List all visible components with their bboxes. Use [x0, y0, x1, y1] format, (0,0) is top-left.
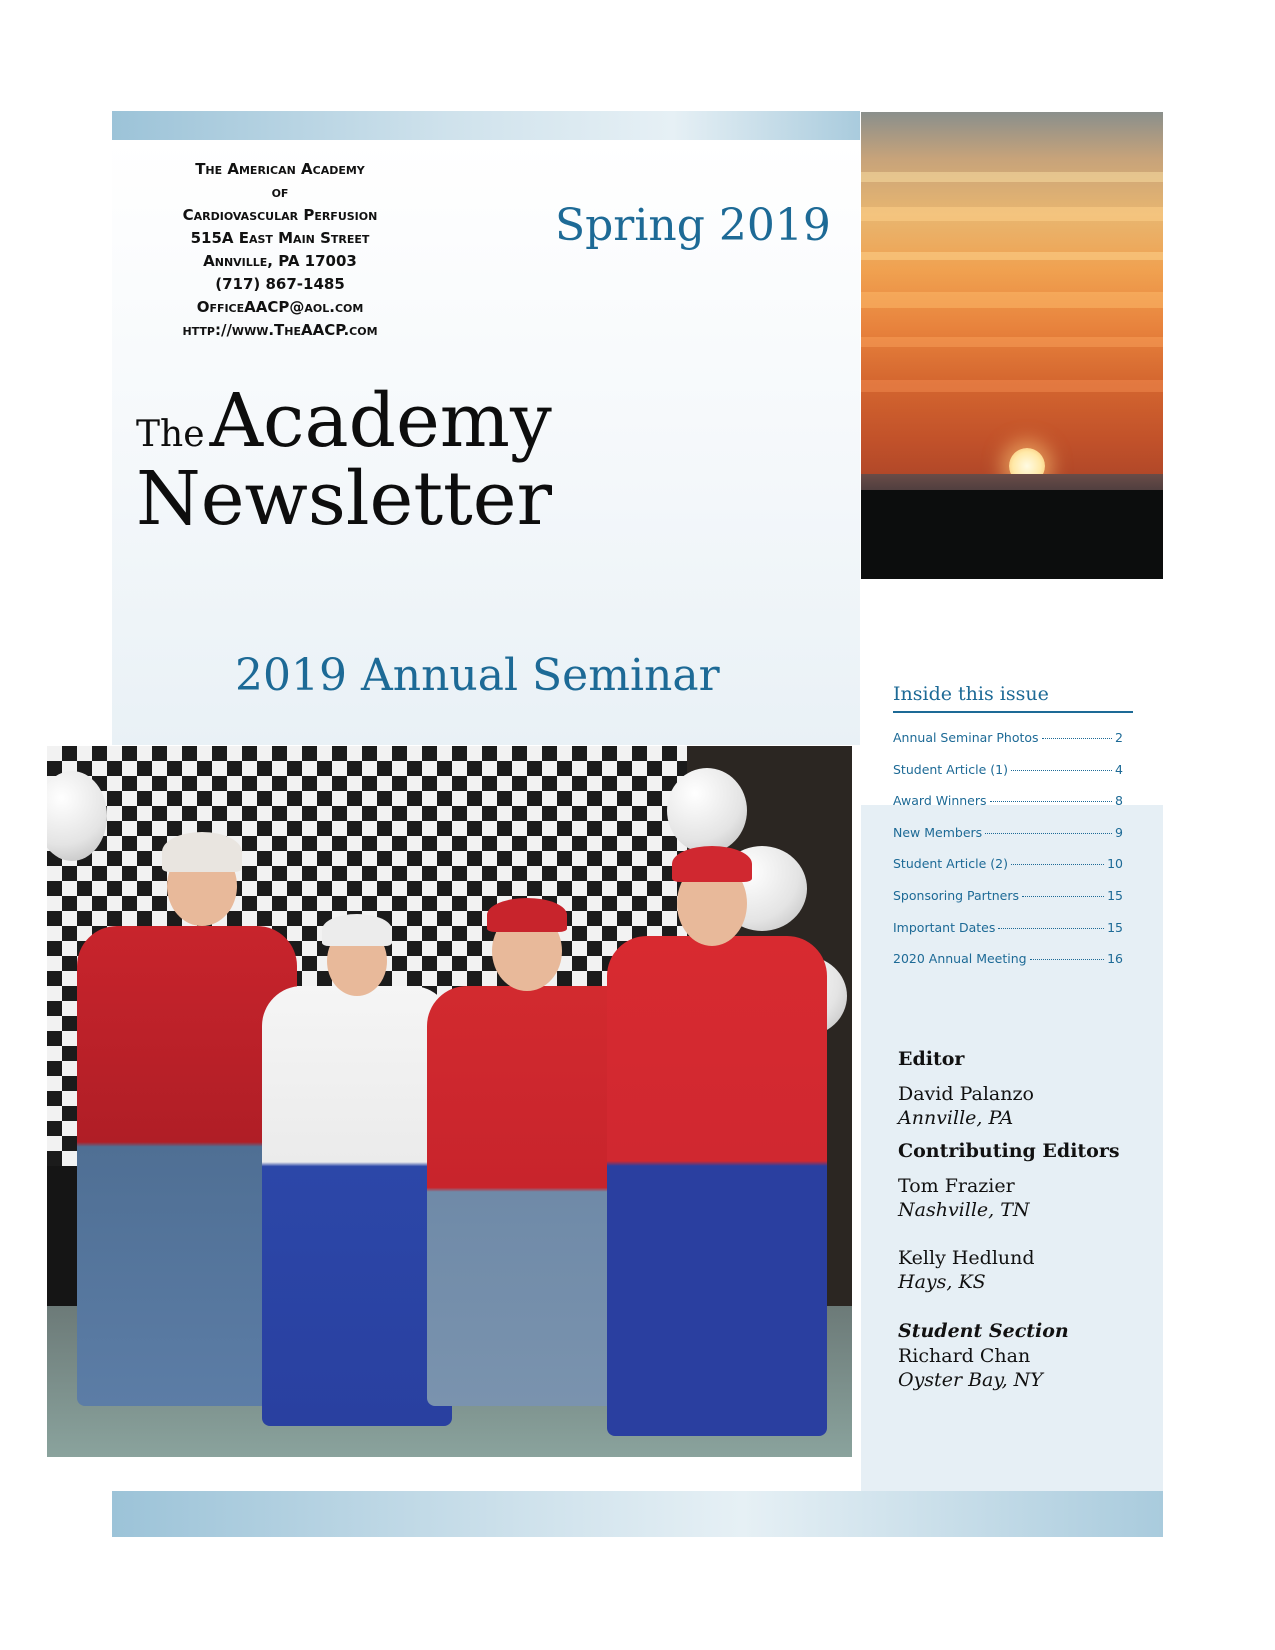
masthead-the: The	[136, 414, 205, 455]
balloon	[667, 768, 747, 853]
address-line-city: Annville, PA 17003	[203, 252, 357, 270]
contributor-name: Kelly Hedlund	[898, 1247, 1035, 1269]
toc-item[interactable]: Student Article (1) 4	[893, 761, 1123, 777]
toc-item[interactable]: Student Article (2) 10	[893, 856, 1123, 872]
toc-item[interactable]: 2020 Annual Meeting 16	[893, 951, 1123, 967]
address-line-street: 515A East Main Street	[190, 229, 370, 247]
person-star-suit	[607, 936, 827, 1436]
feature-heading: 2019 Annual Seminar	[235, 650, 720, 701]
masthead-academy: Academy	[209, 378, 552, 464]
toc-item[interactable]: New Members 9	[893, 824, 1123, 840]
address-line-org2: Cardiovascular Perfusion	[182, 206, 378, 224]
editor-location: Annville, PA	[898, 1107, 1014, 1129]
toc-item[interactable]: Award Winners 8	[893, 793, 1123, 809]
toc-item[interactable]: Sponsoring Partners 15	[893, 887, 1123, 903]
toc-title: Inside this issue	[893, 683, 1133, 713]
toc-item[interactable]: Annual Seminar Photos 2	[893, 730, 1123, 745]
newsletter-masthead	[136, 378, 552, 542]
address-line-email[interactable]: OfficeAACP@aol.com	[196, 298, 364, 316]
sunset-photo	[861, 112, 1163, 579]
person-cap	[322, 914, 392, 946]
student-editor-name: Richard Chan	[898, 1345, 1031, 1367]
person-white-suit	[262, 986, 452, 1426]
person-cap	[487, 898, 567, 932]
seminar-group-photo	[47, 746, 852, 1457]
address-line-website[interactable]: http://www.TheAACP.com	[182, 321, 378, 339]
bottom-decorative-bar	[112, 1491, 1163, 1537]
address-line-org1: The American Academy	[195, 160, 365, 178]
person-cap	[672, 846, 752, 882]
contributor-name: Tom Frazier	[898, 1175, 1015, 1197]
address-line-of: of	[271, 183, 289, 201]
contributor-location: Nashville, TN	[898, 1199, 1030, 1221]
student-editor-location: Oyster Bay, NY	[898, 1369, 1043, 1391]
tree-silhouette	[861, 490, 1163, 579]
table-of-contents	[893, 730, 1123, 983]
top-decorative-bar	[112, 111, 860, 140]
person-cap	[162, 832, 242, 872]
address-line-phone: (717) 867-1485	[215, 275, 345, 293]
student-section-role: Student Section	[898, 1320, 1069, 1342]
contributing-editors-role: Contributing Editors	[898, 1140, 1120, 1162]
staff-credits	[898, 1046, 1148, 1392]
organization-address	[150, 158, 410, 342]
contributor-location: Hays, KS	[898, 1271, 986, 1293]
editor-name: David Palanzo	[898, 1083, 1034, 1105]
issue-season: Spring 2019	[555, 200, 831, 251]
editor-role: Editor	[898, 1048, 965, 1070]
masthead-newsletter: Newsletter	[136, 456, 552, 542]
toc-item[interactable]: Important Dates 15	[893, 919, 1123, 935]
